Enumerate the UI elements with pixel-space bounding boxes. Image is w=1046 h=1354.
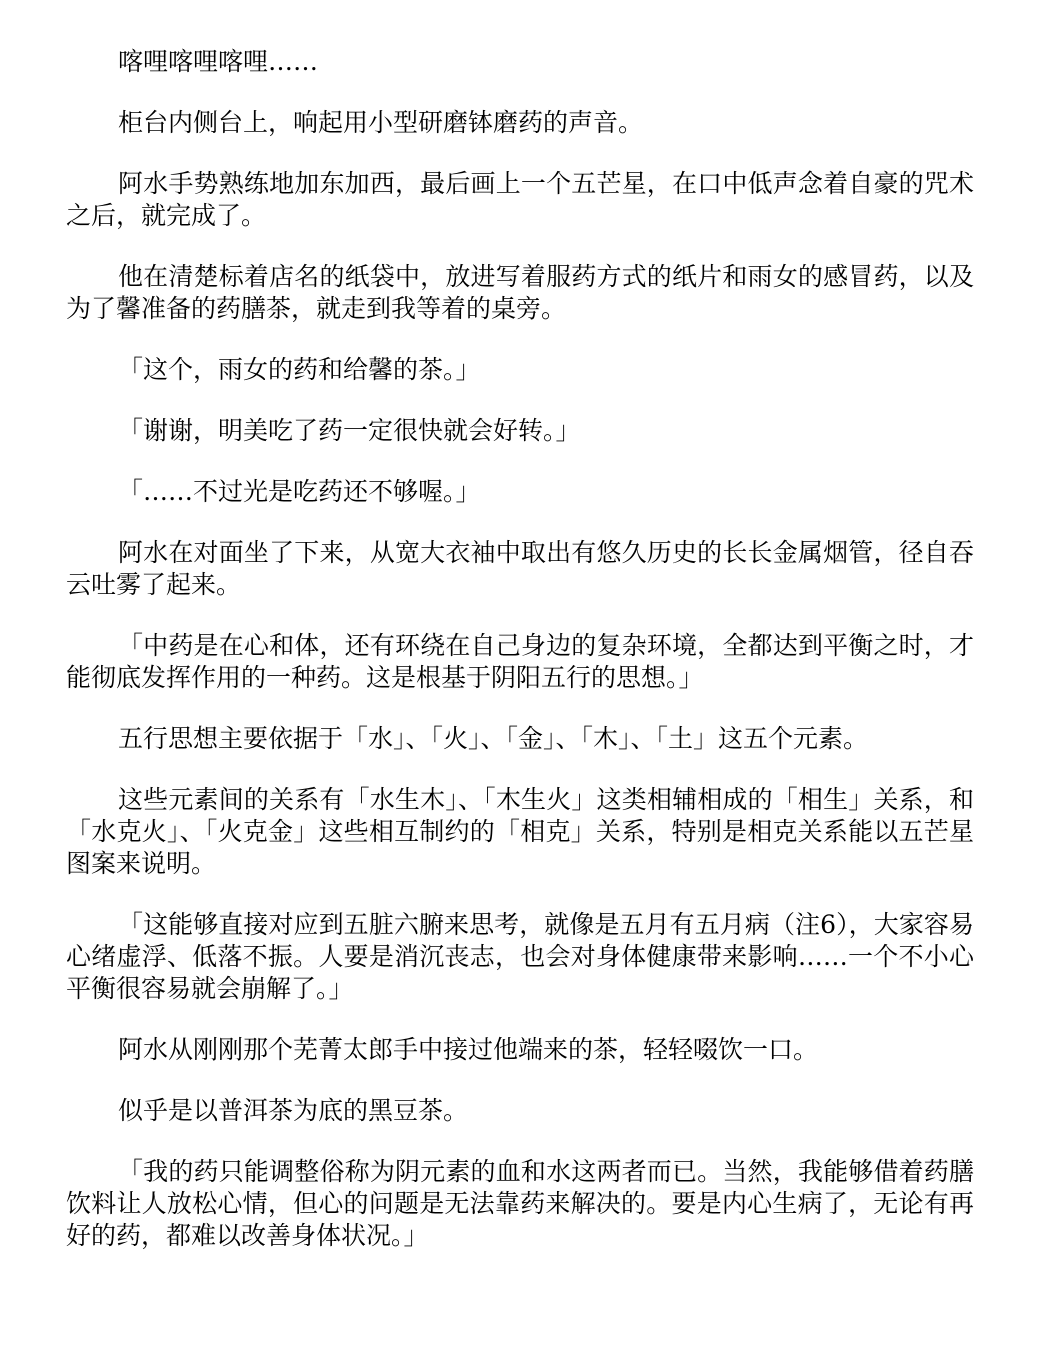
paragraph-14: 似乎是以普洱茶为底的黑豆茶。 bbox=[118, 1096, 469, 1125]
paragraph-8: 阿水在对面坐了下来，从宽大衣袖中取出有悠久历史的长长金属烟管，径自吞云吐雾了起来。 bbox=[66, 538, 974, 599]
paragraph-10: 五行思想主要依据于「水」、「火」、「金」、「木」、「土」这五个元素。 bbox=[118, 724, 869, 753]
paragraph-13: 阿水从刚刚那个芜菁太郎手中接过他端来的茶，轻轻啜饮一口。 bbox=[118, 1035, 819, 1064]
paragraph-12: 「这能够直接对应到五脏六腑来思考，就像是五月有五月病（注6），大家容易心绪虚浮、低落不振。人要是消沉丧志，也会对身体健康带来影响……一个不小心平衡很容易就会崩解了。」 bbox=[66, 910, 974, 1003]
paragraph-2: 柜台内侧台上，响起用小型研磨钵磨药的声音。 bbox=[118, 108, 644, 137]
paragraph-1: 喀哩喀哩喀哩…… bbox=[118, 47, 319, 76]
paragraph-9: 「中药是在心和体，还有环绕在自己身边的复杂环境，全都达到平衡之时，才能彻底发挥作用的一种药。这是根基于阴阳五行的思想。」 bbox=[66, 631, 974, 692]
paragraph-7: 「……不过光是吃药还不够喔。」 bbox=[118, 477, 481, 506]
paragraph-5: 「这个，雨女的药和给馨的茶。」 bbox=[118, 355, 481, 384]
paragraph-11: 这些元素间的关系有「水生木」、「木生火」这类相辅相成的「相生」关系，和「水克火」、「火克金」这些相互制约的「相克」关系，特别是相克关系能以五芒星图案来说明。 bbox=[66, 785, 974, 878]
paragraph-6: 「谢谢，明美吃了药一定很快就会好转。」 bbox=[118, 416, 581, 445]
paragraph-4: 他在清楚标着店名的纸袋中，放进写着服药方式的纸片和雨女的感冒药，以及为了馨准备的药膳茶，就走到我等着的桌旁。 bbox=[66, 262, 974, 323]
paragraph-15: 「我的药只能调整俗称为阴元素的血和水这两者而已。当然，我能够借着药膳饮料让人放松心情，但心的问题是无法靠药来解决的。要是内心生病了，无论有再好的药，都难以改善身体状况。」 bbox=[66, 1157, 974, 1250]
paragraph-3: 阿水手势熟练地加东加西，最后画上一个五芒星，在口中低声念着自豪的咒术之后，就完成了。 bbox=[66, 169, 974, 230]
